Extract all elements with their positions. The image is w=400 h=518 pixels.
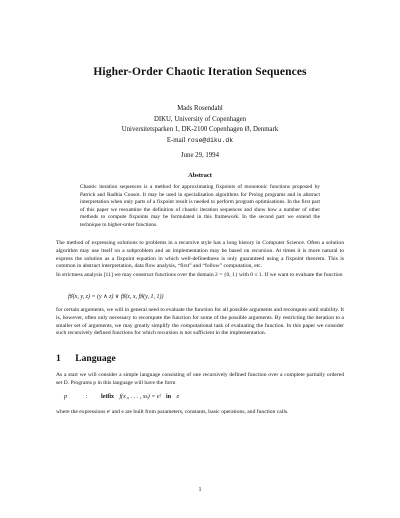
formula-lhs: p [64,394,67,400]
keyword-letfix: letfix [101,394,114,400]
author-name: Mads Rosendahl [177,105,223,112]
paper-title: Higher-Order Chaotic Iteration Sequences [93,66,307,78]
body-paragraph-2: In strictness analysis [11] we may construct functions over the domain 2 = {0, 1} with 0 ≤ 1. If we want to evaluate the function [56,272,343,278]
body-paragraph-5: where the expressions eᶠ and e are built from parameters, constants, basic operations, and function calls. [56,409,289,415]
section-heading [56,353,116,364]
body-paragraph-1: The method of expressing solutions to problems in a recursive style has a long history in Computer Science. Often a solution algorithm may use itself on a subproblem and an implementation may be based on recursion. At times it is more natural to express the solution as a fixpoint equation in which well-definedness is only guaranteed using a fixpoint theorem. This is common in abstract interpretation, data flow analysis, “first” and “follow” computation, etc. [56,240,344,270]
section-number: 1 [56,353,61,364]
section-title: Language [75,353,116,364]
formula-body: e [176,394,180,400]
keyword-in: in [166,394,172,400]
abstract-text: Chaotic iteration sequences is a method for approximating fixpoints of monotonic functions proposed by Patrick and Radhia Cousot. It may be used in specialisation algorithms for Prolog programs and in abstract interpretation when only parts of a fixpoint result is needed to perform program optimisations. In the first part of this paper we reexamine the definition of chaotic iteration sequences and show how a number of other methods to compute fixpoints may be formulated in this framework. In the second part we extend the technique to higher-order functions. [80,184,320,228]
program-form-formula [64,393,344,400]
page-number: 1 [198,487,202,493]
formula-colon: : [85,394,88,400]
body-paragraph-4: As a start we will consider a simple language consisting of one recursively defined function over a complete partially ordered set D. Programs p in this language will have the form [56,372,344,386]
formula-def: f(x₁, . . . , xₖ) = eᶠ [119,394,161,400]
author-affiliation: DIKU, University of Copenhagen [153,115,247,123]
abstract-heading: Abstract [188,172,212,179]
author-email-line [0,136,400,147]
email-address[interactable]: rose@diku.dk [187,136,234,144]
author-block [0,104,400,146]
author-address: Universitetsparken 1, DK-2100 Copenhagen Ø, Denmark [121,126,279,134]
paper-date: June 29, 1994 [181,152,219,159]
strictness-formula: f♯(x, y, z) = (y ∧ z) ∨ f♯(z, x, f♯(y, 1, 1)) [68,294,164,300]
email-label: E-mail [166,136,186,144]
body-paragraph-3: for certain arguments, we will in general need to evaluate the function for all possible arguments and recompute until stability. It is, however, often only necessary to recompute the function for some of the possible arguments. By restricting the iteration to a smaller set of arguments, we may greatly simplify the computational task of evaluating the function. In this paper we consider such recursively defined functions for which recursion is not sufficient in the implementation. [56,307,344,337]
